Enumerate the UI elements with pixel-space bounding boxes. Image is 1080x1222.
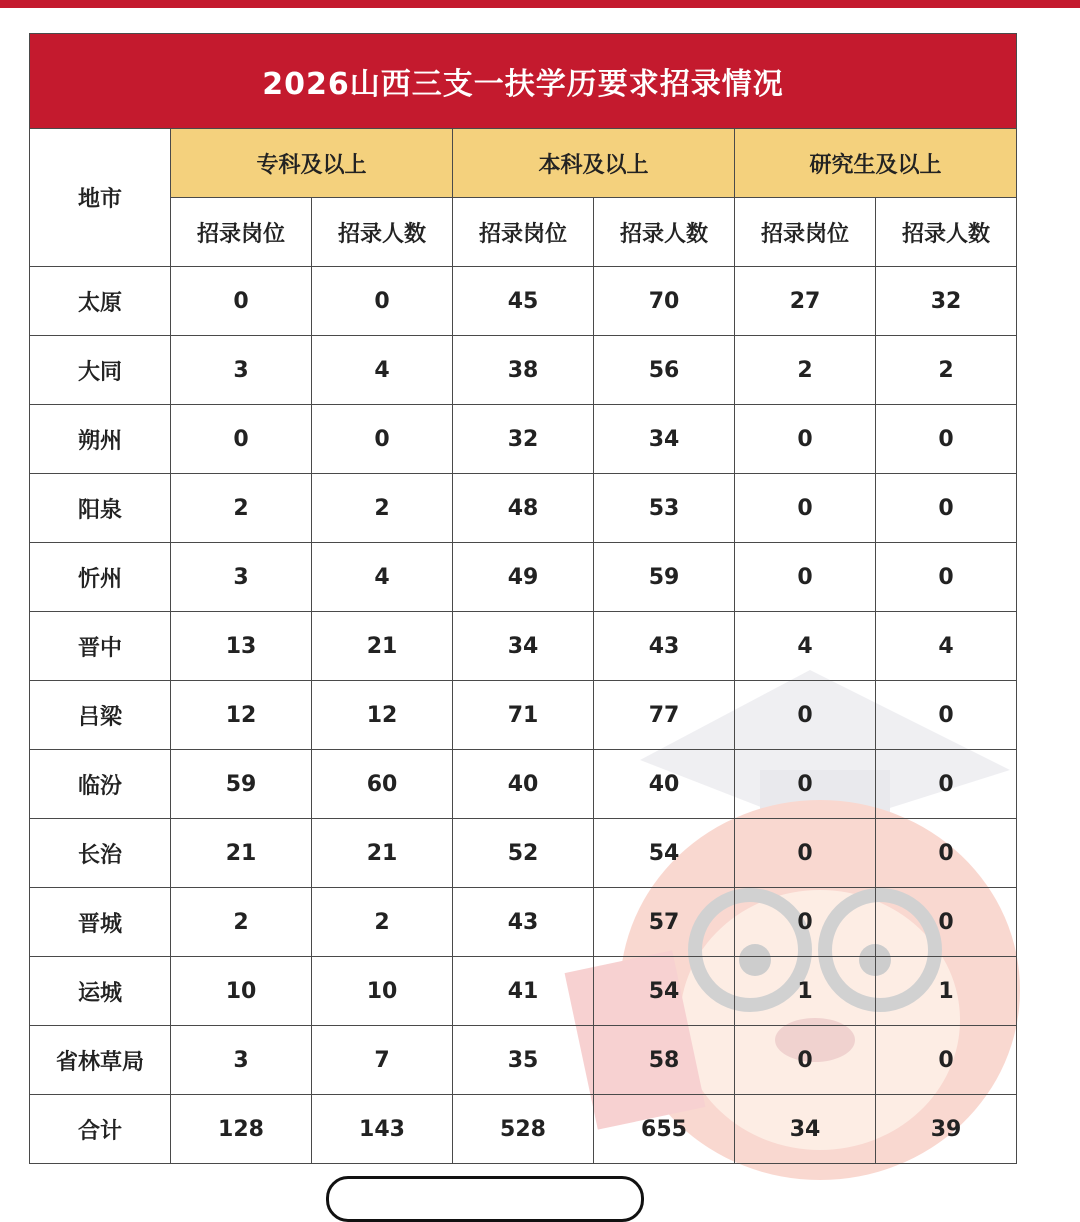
table-row xyxy=(30,474,1017,543)
table-row xyxy=(30,1095,1017,1164)
sub-header-headcount: 招录人数 xyxy=(312,198,453,267)
value-cell: 77 xyxy=(594,681,735,750)
value-cell: 58 xyxy=(594,1026,735,1095)
value-cell: 0 xyxy=(735,681,876,750)
value-cell: 0 xyxy=(876,681,1017,750)
city-cell: 吕梁 xyxy=(30,681,171,750)
group-header-bachelor: 本科及以上 xyxy=(453,129,735,198)
city-cell: 长治 xyxy=(30,819,171,888)
value-cell: 0 xyxy=(735,750,876,819)
value-cell: 49 xyxy=(453,543,594,612)
city-cell: 大同 xyxy=(30,336,171,405)
value-cell: 3 xyxy=(171,543,312,612)
group-header-graduate: 研究生及以上 xyxy=(735,129,1017,198)
value-cell: 10 xyxy=(312,957,453,1026)
value-cell: 35 xyxy=(453,1026,594,1095)
value-cell: 59 xyxy=(594,543,735,612)
value-cell: 528 xyxy=(453,1095,594,1164)
value-cell: 0 xyxy=(735,888,876,957)
value-cell: 60 xyxy=(312,750,453,819)
value-cell: 27 xyxy=(735,267,876,336)
city-cell: 晋城 xyxy=(30,888,171,957)
value-cell: 40 xyxy=(594,750,735,819)
value-cell: 2 xyxy=(171,888,312,957)
value-cell: 10 xyxy=(171,957,312,1026)
city-cell: 临汾 xyxy=(30,750,171,819)
table-row xyxy=(30,888,1017,957)
value-cell: 21 xyxy=(171,819,312,888)
value-cell: 12 xyxy=(312,681,453,750)
value-cell: 54 xyxy=(594,957,735,1026)
value-cell: 4 xyxy=(312,543,453,612)
value-cell: 3 xyxy=(171,1026,312,1095)
value-cell: 39 xyxy=(876,1095,1017,1164)
sub-header-headcount: 招录人数 xyxy=(876,198,1017,267)
value-cell: 1 xyxy=(876,957,1017,1026)
city-cell: 太原 xyxy=(30,267,171,336)
value-cell: 128 xyxy=(171,1095,312,1164)
value-cell: 7 xyxy=(312,1026,453,1095)
value-cell: 0 xyxy=(312,267,453,336)
table-row xyxy=(30,1026,1017,1095)
value-cell: 0 xyxy=(171,267,312,336)
table-title: 2026山西三支一扶学历要求招录情况 xyxy=(30,34,1017,129)
value-cell: 0 xyxy=(876,543,1017,612)
value-cell: 4 xyxy=(312,336,453,405)
sub-header-headcount: 招录人数 xyxy=(594,198,735,267)
table-row xyxy=(30,612,1017,681)
city-column-header: 地市 xyxy=(30,129,171,267)
value-cell: 38 xyxy=(453,336,594,405)
value-cell: 0 xyxy=(876,474,1017,543)
value-cell: 34 xyxy=(594,405,735,474)
table-row xyxy=(30,543,1017,612)
value-cell: 3 xyxy=(171,336,312,405)
table-row xyxy=(30,336,1017,405)
value-cell: 655 xyxy=(594,1095,735,1164)
city-cell: 朔州 xyxy=(30,405,171,474)
value-cell: 34 xyxy=(735,1095,876,1164)
value-cell: 1 xyxy=(735,957,876,1026)
sub-header-positions: 招录岗位 xyxy=(735,198,876,267)
value-cell: 34 xyxy=(453,612,594,681)
value-cell: 2 xyxy=(735,336,876,405)
value-cell: 0 xyxy=(735,474,876,543)
city-cell: 合计 xyxy=(30,1095,171,1164)
value-cell: 32 xyxy=(453,405,594,474)
city-cell: 运城 xyxy=(30,957,171,1026)
value-cell: 57 xyxy=(594,888,735,957)
table-body xyxy=(30,267,1017,1164)
value-cell: 0 xyxy=(735,405,876,474)
table-row xyxy=(30,405,1017,474)
value-cell: 0 xyxy=(876,888,1017,957)
value-cell: 21 xyxy=(312,612,453,681)
value-cell: 4 xyxy=(876,612,1017,681)
value-cell: 0 xyxy=(876,405,1017,474)
value-cell: 71 xyxy=(453,681,594,750)
value-cell: 53 xyxy=(594,474,735,543)
value-cell: 40 xyxy=(453,750,594,819)
value-cell: 0 xyxy=(312,405,453,474)
table-row xyxy=(30,819,1017,888)
value-cell: 4 xyxy=(735,612,876,681)
value-cell: 45 xyxy=(453,267,594,336)
value-cell: 12 xyxy=(171,681,312,750)
value-cell: 2 xyxy=(312,888,453,957)
city-cell: 忻州 xyxy=(30,543,171,612)
table-row xyxy=(30,957,1017,1026)
top-accent-bar xyxy=(0,0,1080,8)
value-cell: 0 xyxy=(876,1026,1017,1095)
value-cell: 2 xyxy=(312,474,453,543)
recruitment-table xyxy=(29,33,1017,1164)
city-cell: 阳泉 xyxy=(30,474,171,543)
value-cell: 43 xyxy=(594,612,735,681)
sub-header-positions: 招录岗位 xyxy=(171,198,312,267)
value-cell: 2 xyxy=(876,336,1017,405)
value-cell: 43 xyxy=(453,888,594,957)
value-cell: 70 xyxy=(594,267,735,336)
table-row xyxy=(30,681,1017,750)
value-cell: 0 xyxy=(876,819,1017,888)
value-cell: 0 xyxy=(735,1026,876,1095)
sub-header-positions: 招录岗位 xyxy=(453,198,594,267)
value-cell: 52 xyxy=(453,819,594,888)
value-cell: 0 xyxy=(735,819,876,888)
table-row xyxy=(30,750,1017,819)
value-cell: 0 xyxy=(735,543,876,612)
value-cell: 48 xyxy=(453,474,594,543)
value-cell: 59 xyxy=(171,750,312,819)
value-cell: 21 xyxy=(312,819,453,888)
city-cell: 晋中 xyxy=(30,612,171,681)
value-cell: 0 xyxy=(876,750,1017,819)
city-cell: 省林草局 xyxy=(30,1026,171,1095)
value-cell: 32 xyxy=(876,267,1017,336)
value-cell: 41 xyxy=(453,957,594,1026)
value-cell: 56 xyxy=(594,336,735,405)
value-cell: 54 xyxy=(594,819,735,888)
value-cell: 143 xyxy=(312,1095,453,1164)
bottom-button-edge[interactable] xyxy=(326,1176,644,1222)
table-row xyxy=(30,267,1017,336)
value-cell: 0 xyxy=(171,405,312,474)
group-header-associate: 专科及以上 xyxy=(171,129,453,198)
value-cell: 13 xyxy=(171,612,312,681)
value-cell: 2 xyxy=(171,474,312,543)
